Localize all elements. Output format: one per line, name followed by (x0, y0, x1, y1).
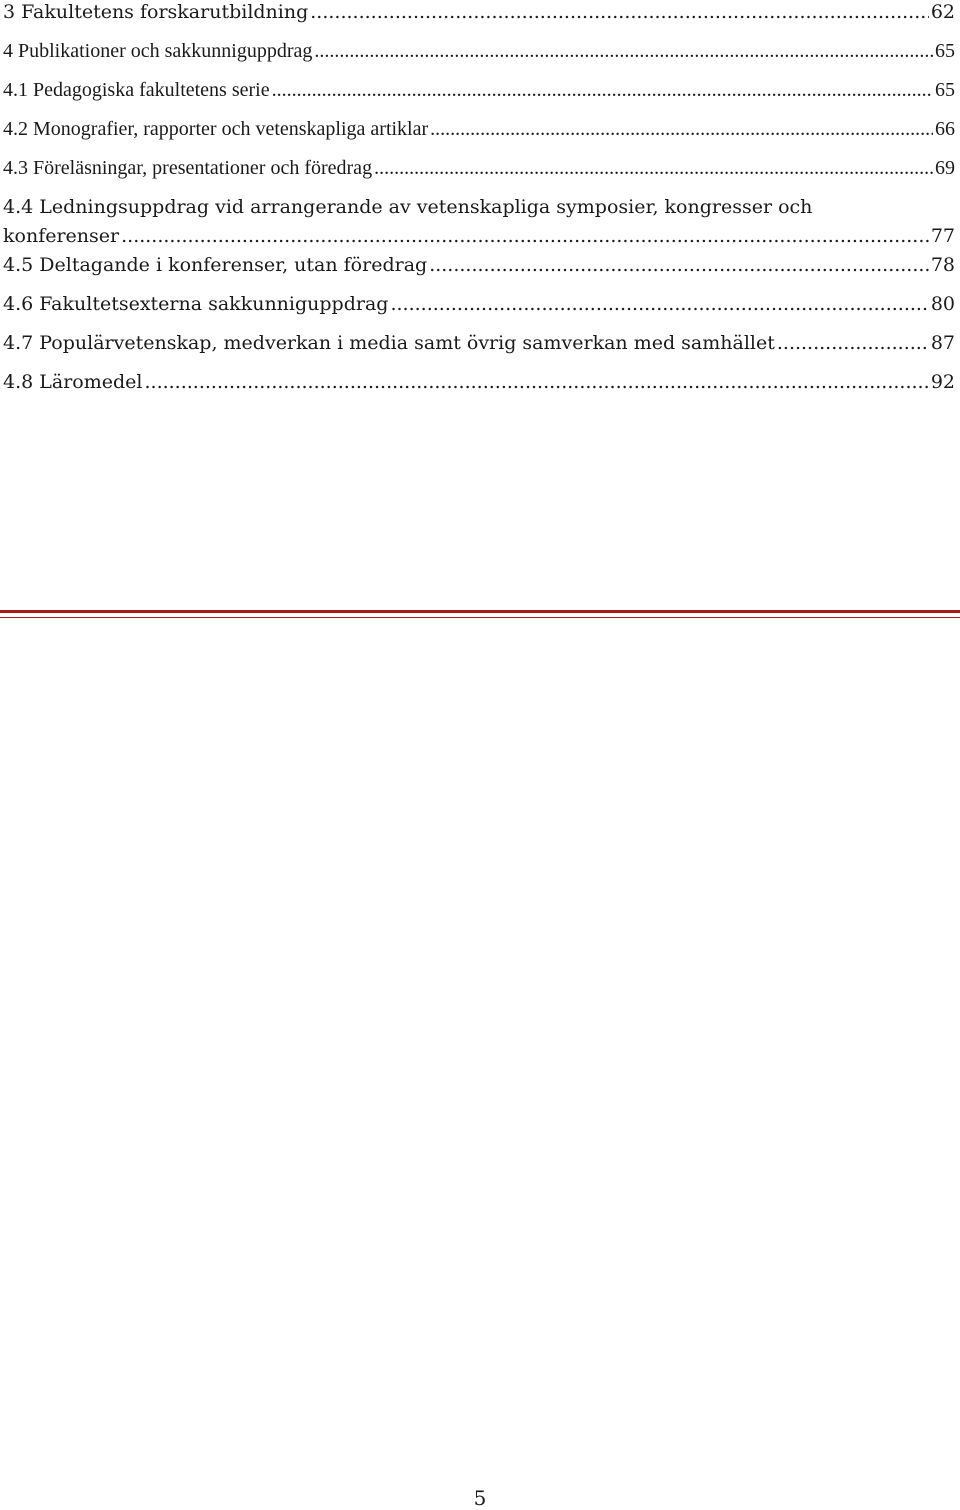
toc-entry-page: 62 (930, 1, 955, 23)
toc-entry-page: 92 (930, 371, 955, 393)
toc-entry-number: 4.8 (3, 371, 34, 393)
toc-entry-title: Deltagande i konferenser, utan föredrag (39, 254, 428, 276)
toc-entry-page: 65 (935, 40, 955, 62)
toc-entry-number: 4.5 (3, 254, 34, 276)
toc-entry-3[interactable] (3, 0, 955, 25)
toc-entry-4-8[interactable] (3, 370, 955, 409)
dot-leader (390, 292, 928, 316)
toc-entry-4[interactable] (3, 39, 955, 78)
toc-entry-title: Fakultetens forskarutbildning (21, 1, 309, 23)
dot-leader (777, 331, 929, 355)
dot-leader (430, 117, 933, 141)
toc-entry-page: 77 (930, 225, 955, 247)
toc-entry-number: 4.6 (3, 293, 34, 315)
toc-entry-title: Pedagogiska fakultetens serie (33, 79, 270, 101)
toc-entry-number: 4.7 (3, 332, 34, 354)
toc-entry-number: 4.1 (3, 79, 28, 101)
toc-entry-title: Populärvetenskap, medverkan i media samt övrig samverkan med samhället (39, 332, 775, 354)
dot-leader (429, 253, 929, 277)
toc-entry-title-line1 (3, 195, 955, 224)
dot-leader (144, 370, 928, 394)
toc-entry-title: Föreläsningar, presentationer och föredrag (33, 157, 373, 179)
toc-entry-page: 69 (935, 157, 955, 179)
toc-entry-title: Monografier, rapporter och vetenskapliga artiklar (33, 118, 429, 140)
toc-entry-number: 3 (3, 1, 16, 23)
table-of-contents (3, 0, 955, 409)
dot-leader (374, 156, 933, 180)
toc-entry-title-continued: konferenser (3, 225, 120, 247)
toc-entry-number: 4.2 (3, 118, 28, 140)
dot-leader (121, 224, 929, 248)
toc-entry-title-line2 (3, 224, 955, 248)
toc-entry-4-1[interactable] (3, 78, 955, 117)
dot-leader (314, 39, 933, 63)
toc-entry-page: 80 (930, 293, 955, 315)
toc-entry-title: Ledningsuppdrag vid arrangerande av vetenskapliga symposier, kongresser och (39, 196, 813, 218)
toc-entry-4-7[interactable] (3, 331, 955, 370)
toc-entry-title: Fakultetsexterna sakkunniguppdrag (39, 293, 389, 315)
page-number: 5 (473, 1486, 487, 1510)
toc-entry-page: 65 (935, 79, 955, 101)
toc-entry-4-6[interactable] (3, 292, 955, 331)
dot-leader (272, 78, 933, 102)
toc-entry-page: 66 (935, 118, 955, 140)
toc-entry-number: 4.3 (3, 157, 28, 179)
dot-leader (310, 0, 929, 24)
toc-entry-4-2[interactable] (3, 117, 955, 156)
toc-entry-4-3[interactable] (3, 156, 955, 195)
toc-entry-4-4[interactable] (3, 195, 955, 253)
toc-entry-title: Läromedel (39, 371, 143, 393)
toc-entry-number: 4.4 (3, 196, 34, 218)
footer-double-rule (0, 610, 960, 618)
toc-entry-title: Publikationer och sakkunniguppdrag (18, 40, 313, 62)
toc-entry-page: 87 (930, 332, 955, 354)
toc-entry-page: 78 (930, 254, 955, 276)
toc-entry-number: 4 (3, 40, 13, 62)
toc-entry-4-5[interactable] (3, 253, 955, 292)
